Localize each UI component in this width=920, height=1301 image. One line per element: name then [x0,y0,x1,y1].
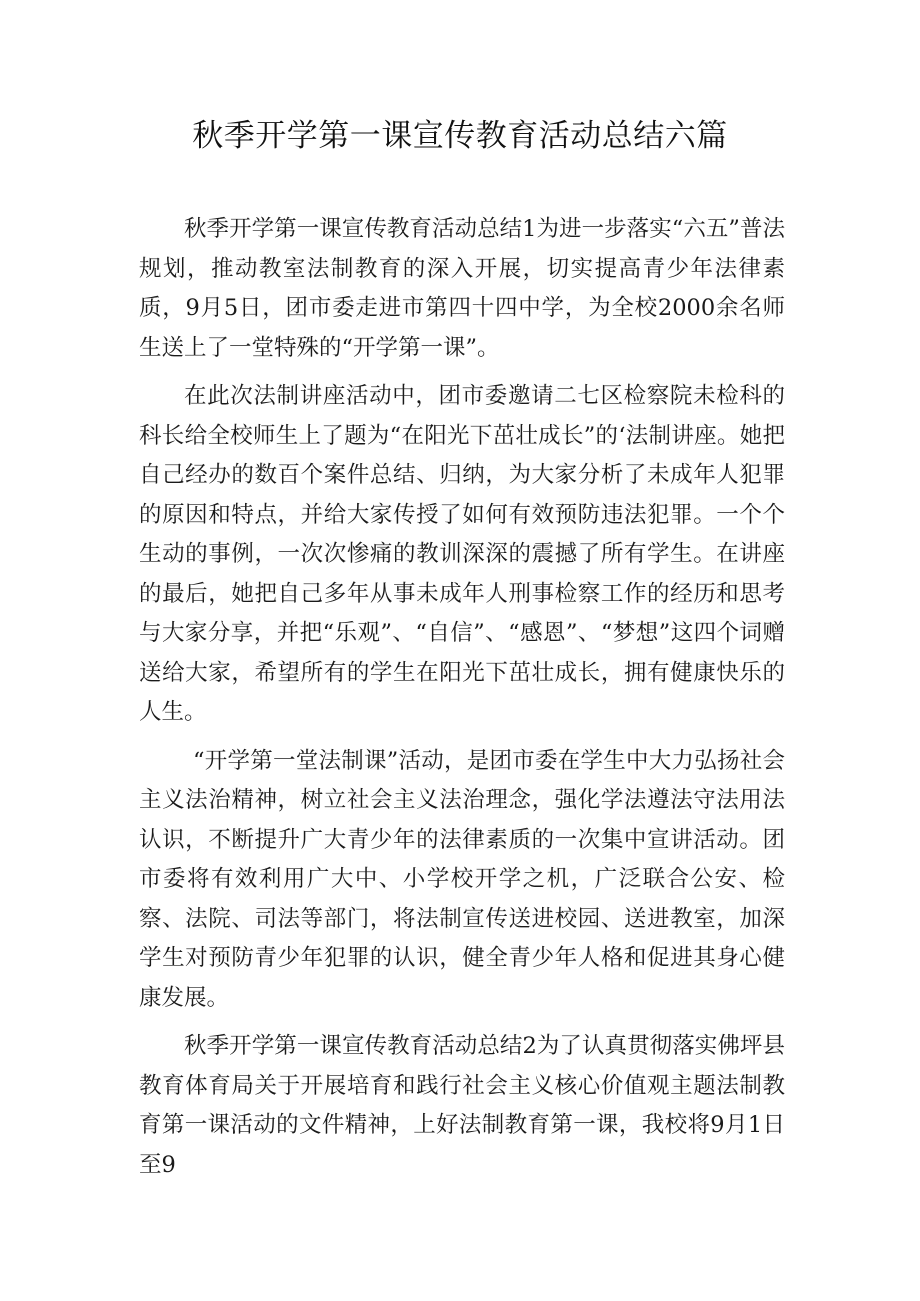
paragraph-3: “开学第一堂法制课”活动，是团市委在学生中大力弘扬社会主义法治精神，树立社会主义法治理念，强化学法遵法守法用法认识，不断提升广大青少年的法律素质的一次集中宣讲活动。团市委将有效利用广大中、小学校开学之机，广泛联合公安、检察、法院、司法等部门，将法制宣传送进校园、送进教室，加深学生对预防青少年犯罪的认识，健全青少年人格和促进其身心健康发展。 [139,747,785,1011]
document-body [139,210,785,1194]
paragraph-1: 秋季开学第一课宣传教育活动总结1为进一步落实“六五”普法规划，推动教室法制教育的深入开展，切实提高青少年法律素质，9月5日，团市委走进市第四十四中学，为全校2000余名师生送上了一堂特殊的“开学第一课”。 [139,216,785,361]
document-title: 秋季开学第一课宣传教育活动总结六篇 [192,118,728,154]
paragraph-2: 在此次法制讲座活动中，团市委邀请二七区检察院未检科的科长给全校师生上了题为“在阳光下茁壮成长”的‘法制讲座。她把自己经办的数百个案件总结、归纳，为大家分析了未成年人犯罪的原因和特点，并给大家传授了如何有效预防违法犯罪。一个个生动的事例，一次次惨痛的教训深深的震撼了所有学生。在讲座的最后，她把自己多年从事未成年人刑事检察工作的经历和思考与大家分享，并把“乐观”、“自信”、“感恩”、“梦想”这四个词赠送给大家，希望所有的学生在阳光下茁壮成长，拥有健康快乐的人生。 [139,383,785,725]
paragraph-4: 秋季开学第一课宣传教育活动总结2为了认真贯彻落实佛坪县教育体育局关于开展培育和践行社会主义核心价值观主题法制教育第一课活动的文件精神，上好法制教育第一课，我校将9月1日至9 [139,1033,785,1178]
